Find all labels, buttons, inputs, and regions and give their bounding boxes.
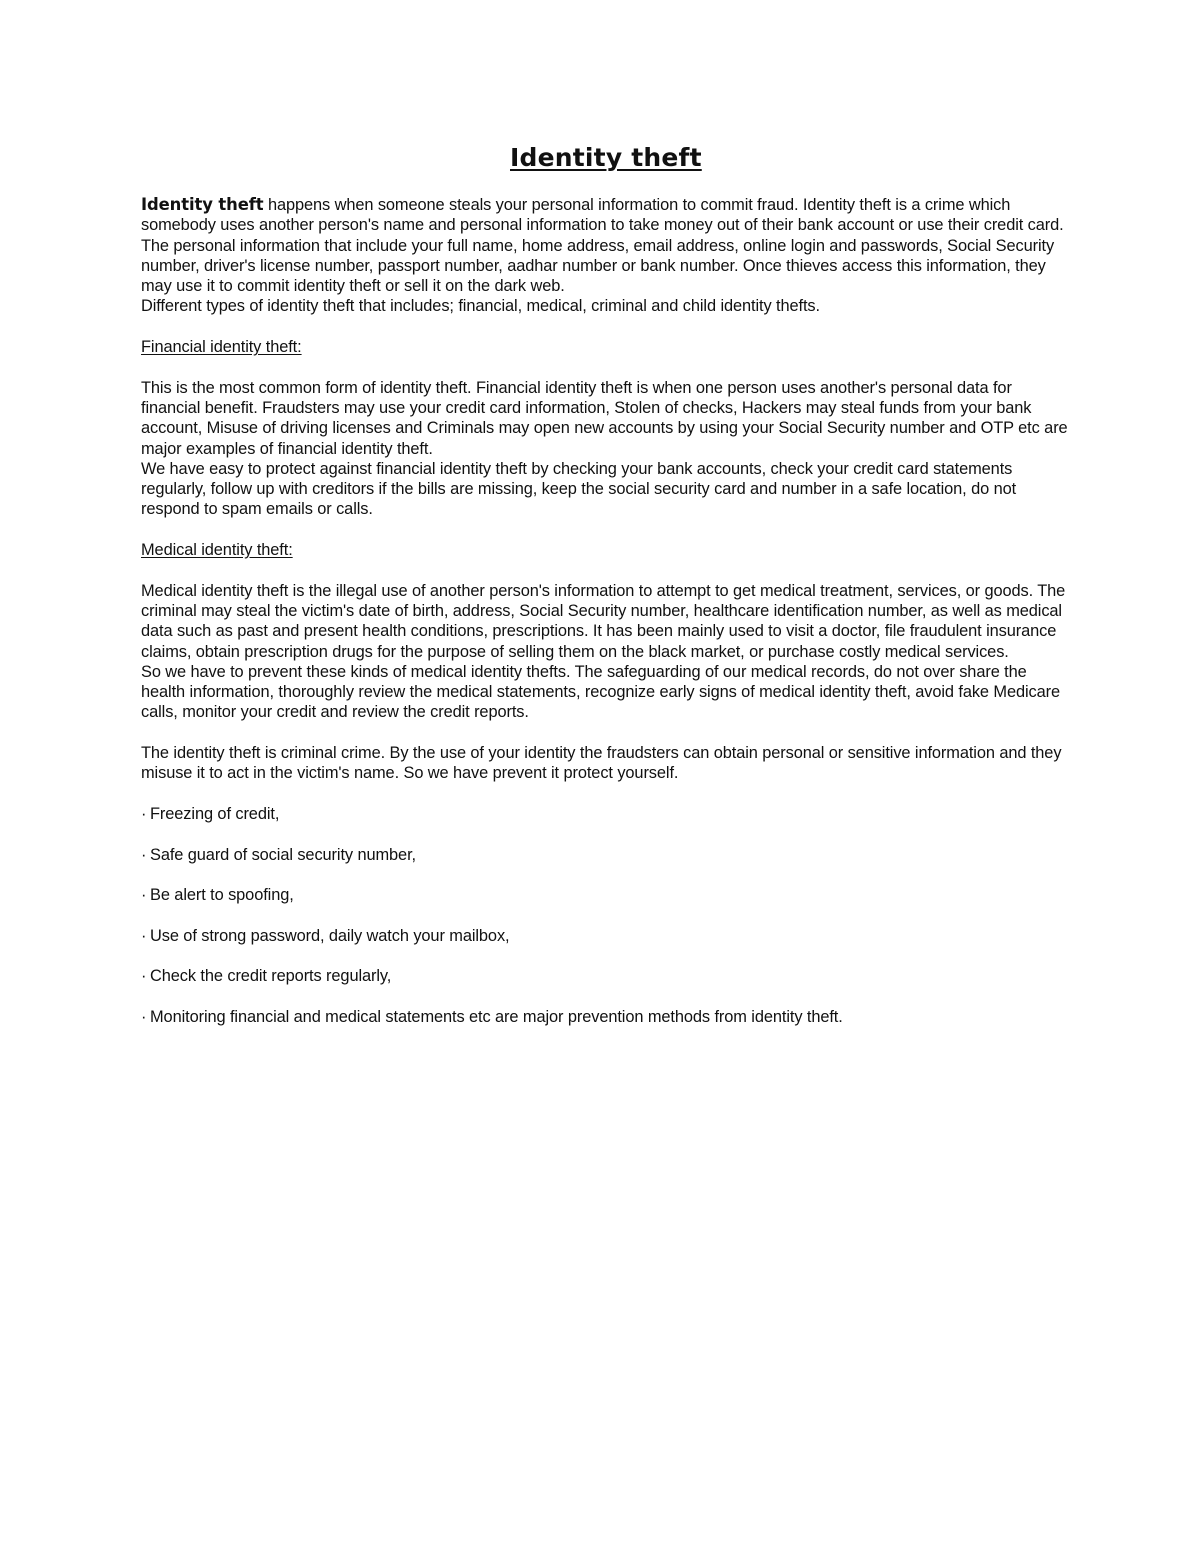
page-title: Identity theft bbox=[510, 143, 702, 172]
list-item-text: Monitoring financial and medical statements etc are major prevention methods from identity theft. bbox=[150, 1007, 843, 1026]
intro-types-paragraph: Different types of identity theft that includes; financial, medical, criminal and child identity thefts. bbox=[141, 297, 820, 316]
list-item bbox=[141, 926, 1071, 946]
spacer bbox=[141, 946, 1071, 966]
financial-heading: Financial identity theft: bbox=[141, 338, 302, 357]
spacer bbox=[141, 865, 1071, 885]
list-item bbox=[141, 804, 1071, 824]
medical-heading: Medical identity theft: bbox=[141, 541, 293, 560]
bullet-icon: · bbox=[141, 804, 147, 823]
conclusion-paragraph: The identity theft is criminal crime. By the use of your identity the fraudsters can obtain personal or sensitive information and they misuse it to act in the victim's name. So we have prevent it protect yourself. bbox=[141, 744, 1062, 783]
list-item bbox=[141, 966, 1071, 986]
list-item bbox=[141, 845, 1071, 865]
list-item-text: Check the credit reports regularly, bbox=[150, 967, 392, 986]
list-item-text: Use of strong password, daily watch your mailbox, bbox=[150, 926, 510, 945]
spacer bbox=[141, 560, 1071, 580]
bullet-icon: · bbox=[141, 1007, 147, 1026]
intro-paragraph bbox=[141, 195, 1071, 296]
spacer bbox=[141, 784, 1071, 804]
medical-paragraph-1: Medical identity theft is the illegal use of another person's information to attempt to get medical treatment, services, or goods. The criminal may steal the victim's date of birth, address, Social Security number, healthcare identification number, as well as medical data such as past and present health conditions, prescriptions. It has been mainly used to visit a doctor, file fraudulent insurance claims, obtain prescription drugs for the purpose of selling them on the black market, or purchase costly medical services. bbox=[141, 581, 1066, 661]
list-item-text: Freezing of credit, bbox=[150, 804, 280, 823]
spacer bbox=[141, 520, 1071, 540]
list-item bbox=[141, 1007, 1071, 1027]
spacer bbox=[141, 357, 1071, 377]
intro-text: happens when someone steals your personal information to commit fraud. Identity theft is a crime which somebody uses another person's name and personal information to take money out of their bank account or use their credit card. The personal information that include your full name, home address, email address, online login and passwords, Social Security number, driver's license number, passport number, aadhar number or bank number. Once thieves access this information, they may use it to commit identity theft or sell it on the dark web. bbox=[141, 196, 1064, 296]
spacer bbox=[141, 723, 1071, 743]
document-body bbox=[141, 140, 1071, 1027]
spacer bbox=[141, 317, 1071, 337]
bullet-icon: · bbox=[141, 926, 147, 945]
spacer bbox=[141, 905, 1071, 925]
list-item-text: Be alert to spoofing, bbox=[150, 886, 294, 905]
bullet-icon: · bbox=[141, 967, 147, 986]
prevention-list bbox=[141, 804, 1071, 1027]
spacer bbox=[141, 824, 1071, 844]
financial-paragraph-2: We have easy to protect against financial identity theft by checking your bank accounts, check your credit card statements regularly, follow up with creditors if the bills are missing, keep the social security card and number in a safe location, do not respond to spam emails or calls. bbox=[141, 459, 1017, 519]
bullet-icon: · bbox=[141, 845, 147, 864]
list-item bbox=[141, 885, 1071, 905]
medical-paragraph-2: So we have to prevent these kinds of medical identity thefts. The safeguarding of our medical records, do not over share the health information, thoroughly review the medical statements, recognize early signs of medical identity theft, avoid fake Medicare calls, monitor your credit and review the credit reports. bbox=[141, 662, 1061, 722]
spacer bbox=[141, 987, 1071, 1007]
list-item-text: Safe guard of social security number, bbox=[150, 845, 416, 864]
intro-lead-term: Identity theft bbox=[141, 195, 264, 214]
financial-paragraph-1: This is the most common form of identity theft. Financial identity theft is when one person uses another's personal data for financial benefit. Fraudsters may use your credit card information, Stolen of checks, Hackers may steal funds from your bank account, Misuse of driving licenses and Criminals may open new accounts by using your Social Security number and OTP etc are major examples of financial identity theft. bbox=[141, 378, 1068, 458]
bullet-icon: · bbox=[141, 886, 147, 905]
